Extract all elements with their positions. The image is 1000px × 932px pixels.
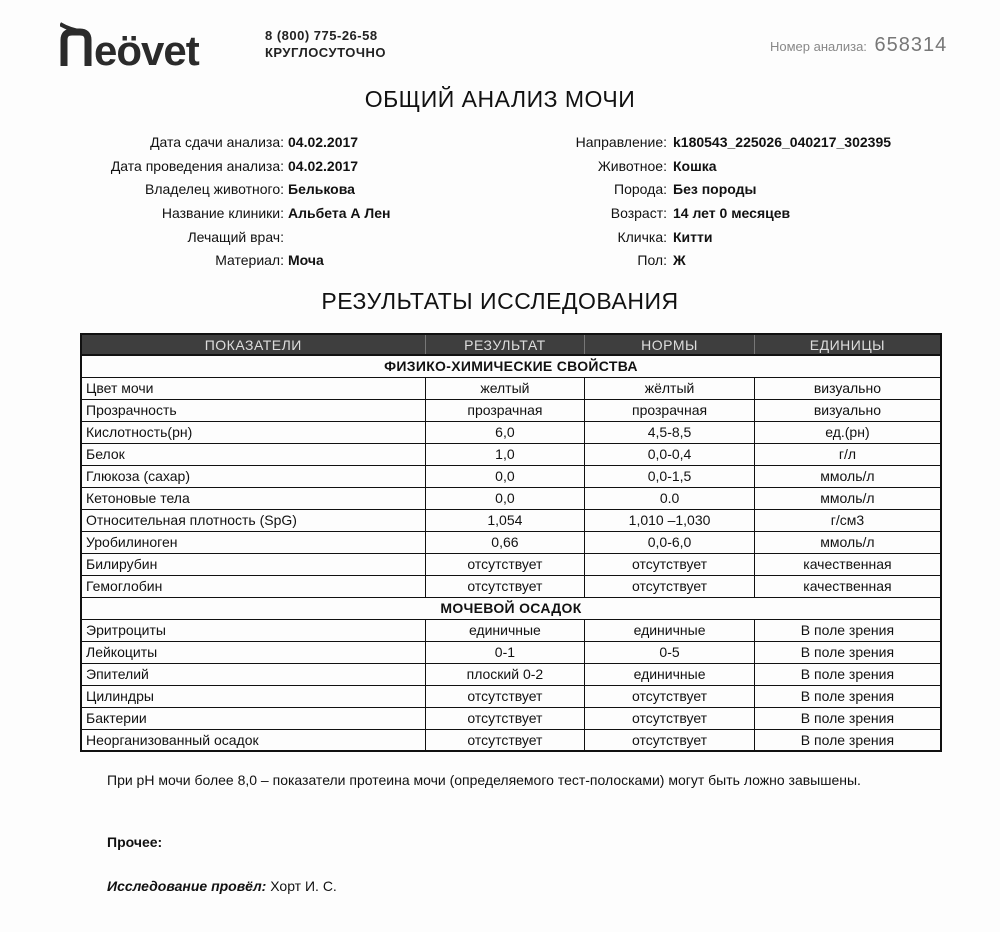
cell-result: отсутствует — [425, 729, 585, 751]
cell-units: визуально — [754, 377, 941, 399]
table-row — [81, 399, 941, 421]
cell-result: 6,0 — [425, 421, 585, 443]
cell-norm: 1,010 –1,030 — [585, 509, 755, 531]
info-value: Китти — [673, 229, 713, 245]
info-value: Моча — [288, 252, 324, 268]
cell-norm: отсутствует — [585, 707, 755, 729]
info-label: Пол: — [637, 252, 667, 268]
table-section-row — [81, 597, 941, 619]
cell-result: отсутствует — [425, 685, 585, 707]
cell-units: качественная — [754, 553, 941, 575]
cell-units: ммоль/л — [754, 531, 941, 553]
cell-parameter: Бактерии — [81, 707, 425, 729]
phone-number: 8 (800) 775-26-58 — [265, 28, 378, 43]
cell-norm: отсутствует — [585, 729, 755, 751]
info-label: Дата проведения анализа: — [110, 158, 284, 174]
column-header-units: ЕДИНИЦЫ — [754, 334, 941, 355]
cell-norm: 0,0-6,0 — [585, 531, 755, 553]
cell-norm: прозрачная — [585, 399, 755, 421]
cell-result: плоский 0-2 — [425, 663, 585, 685]
info-label: Порода: — [614, 181, 667, 197]
info-sex — [0, 249, 1000, 271]
cell-result: желтый — [425, 377, 585, 399]
info-value: Без породы — [673, 181, 757, 197]
cell-parameter: Уробилиноген — [81, 531, 425, 553]
table-section-row — [81, 355, 941, 377]
cell-result: 0,0 — [425, 465, 585, 487]
table-row — [81, 685, 941, 707]
svg-text:eövet: eövet — [94, 27, 199, 70]
table-row — [81, 641, 941, 663]
document-title: ОБЩИЙ АНАЛИЗ МОЧИ — [364, 86, 636, 112]
cell-result: 1,054 — [425, 509, 585, 531]
cell-units: г/л — [754, 443, 941, 465]
table-row — [81, 487, 941, 509]
section-title: ФИЗИКО-ХИМИЧЕСКИЕ СВОЙСТВА — [81, 355, 941, 377]
analysis-number-label: Номер анализа: — [770, 39, 867, 54]
info-value: Ж — [673, 252, 686, 268]
cell-result: 0,0 — [425, 487, 585, 509]
info-label: Животное: — [597, 158, 667, 174]
cell-units: В поле зрения — [754, 663, 941, 685]
table-row — [81, 619, 941, 641]
analysis-number-value: 658314 — [874, 34, 948, 56]
cell-units: В поле зрения — [754, 685, 941, 707]
cell-units: В поле зрения — [754, 641, 941, 663]
cell-result: отсутствует — [425, 707, 585, 729]
section-title: МОЧЕВОЙ ОСАДОК — [81, 597, 941, 619]
performed-by — [107, 878, 337, 894]
neovet-logo-icon — [60, 20, 220, 70]
hours-label: КРУГЛОСУТОЧНО — [265, 45, 386, 60]
cell-parameter: Эритроциты — [81, 619, 425, 641]
info-label: Материал: — [215, 252, 284, 268]
column-header-parameter: ПОКАЗАТЕЛИ — [81, 334, 425, 355]
cell-result: единичные — [425, 619, 585, 641]
cell-norm: 4,5-8,5 — [585, 421, 755, 443]
cell-parameter: Белок — [81, 443, 425, 465]
info-label: Владелец животного: — [145, 181, 284, 197]
cell-result: отсутствует — [425, 553, 585, 575]
cell-norm: отсутствует — [585, 575, 755, 597]
cell-units: ммоль/л — [754, 487, 941, 509]
cell-units: качественная — [754, 575, 941, 597]
cell-units: г/см3 — [754, 509, 941, 531]
cell-units: визуально — [754, 399, 941, 421]
info-label: Название клиники: — [161, 205, 284, 221]
info-value: Альбета А Лен — [288, 205, 391, 221]
cell-parameter: Эпителий — [81, 663, 425, 685]
analysis-number — [770, 34, 947, 57]
cell-norm: 0-5 — [585, 641, 755, 663]
cell-result: 0,66 — [425, 531, 585, 553]
table-row — [81, 553, 941, 575]
column-header-result: РЕЗУЛЬТАТ — [425, 334, 585, 355]
performed-by-value: Хорт И. С. — [270, 878, 337, 894]
column-header-norm: НОРМЫ — [585, 334, 755, 355]
cell-parameter: Неорганизованный осадок — [81, 729, 425, 751]
ph-note: При pH мочи более 8,0 – показатели протеина мочи (определяемого тест-полосками) могут быть ложно завышены. — [107, 772, 861, 788]
info-nickname — [0, 226, 1000, 248]
info-value: 04.02.2017 — [288, 134, 359, 150]
clinic-logo — [60, 20, 220, 70]
cell-parameter: Прозрачность — [81, 399, 425, 421]
cell-result: 1,0 — [425, 443, 585, 465]
cell-parameter: Кислотность(рн) — [81, 421, 425, 443]
table-header-row — [81, 334, 941, 355]
info-breed — [0, 178, 1000, 200]
cell-norm: 0,0-0,4 — [585, 443, 755, 465]
cell-parameter: Кетоновые тела — [81, 487, 425, 509]
info-label: Направление: — [575, 134, 667, 150]
cell-parameter: Глюкоза (сахар) — [81, 465, 425, 487]
table-row — [81, 707, 941, 729]
info-age — [0, 202, 1000, 224]
cell-units: В поле зрения — [754, 619, 941, 641]
table-row — [81, 443, 941, 465]
table-row — [81, 377, 941, 399]
info-animal — [0, 155, 1000, 177]
cell-result: отсутствует — [425, 575, 585, 597]
cell-norm: отсутствует — [585, 685, 755, 707]
info-label: Лечащий врач: — [187, 229, 284, 245]
cell-result: прозрачная — [425, 399, 585, 421]
cell-parameter: Гемоглобин — [81, 575, 425, 597]
table-row — [81, 509, 941, 531]
info-value: 04.02.2017 — [288, 158, 359, 174]
info-label: Дата сдачи анализа: — [150, 134, 284, 150]
cell-norm: жёлтый — [585, 377, 755, 399]
info-label: Возраст: — [610, 205, 667, 221]
cell-units: ед.(рн) — [754, 421, 941, 443]
cell-units: ммоль/л — [754, 465, 941, 487]
info-label: Кличка: — [617, 229, 667, 245]
cell-norm: 0,0-1,5 — [585, 465, 755, 487]
info-value: k180543_225026_040217_302395 — [673, 134, 892, 150]
info-value: Белькова — [288, 181, 355, 197]
cell-norm: отсутствует — [585, 553, 755, 575]
cell-norm: единичные — [585, 619, 755, 641]
table-row — [81, 663, 941, 685]
cell-result: 0-1 — [425, 641, 585, 663]
cell-parameter: Цилиндры — [81, 685, 425, 707]
performed-by-label: Исследование провёл: — [107, 878, 267, 894]
cell-units: В поле зрения — [754, 729, 941, 751]
cell-units: В поле зрения — [754, 707, 941, 729]
results-table — [80, 333, 942, 752]
cell-norm: 0.0 — [585, 487, 755, 509]
table-row — [81, 421, 941, 443]
info-value: Кошка — [673, 158, 717, 174]
table-row — [81, 531, 941, 553]
other-label: Прочее: — [107, 834, 163, 850]
cell-parameter: Лейкоциты — [81, 641, 425, 663]
info-referral — [0, 131, 1000, 153]
results-title: РЕЗУЛЬТАТЫ ИССЛЕДОВАНИЯ — [321, 288, 679, 314]
clinic-contact — [265, 27, 386, 61]
cell-parameter: Цвет мочи — [81, 377, 425, 399]
info-value: 14 лет 0 месяцев — [673, 205, 791, 221]
table-row — [81, 729, 941, 751]
cell-parameter: Относительная плотность (SpG) — [81, 509, 425, 531]
table-row — [81, 575, 941, 597]
table-row — [81, 465, 941, 487]
cell-norm: единичные — [585, 663, 755, 685]
cell-parameter: Билирубин — [81, 553, 425, 575]
